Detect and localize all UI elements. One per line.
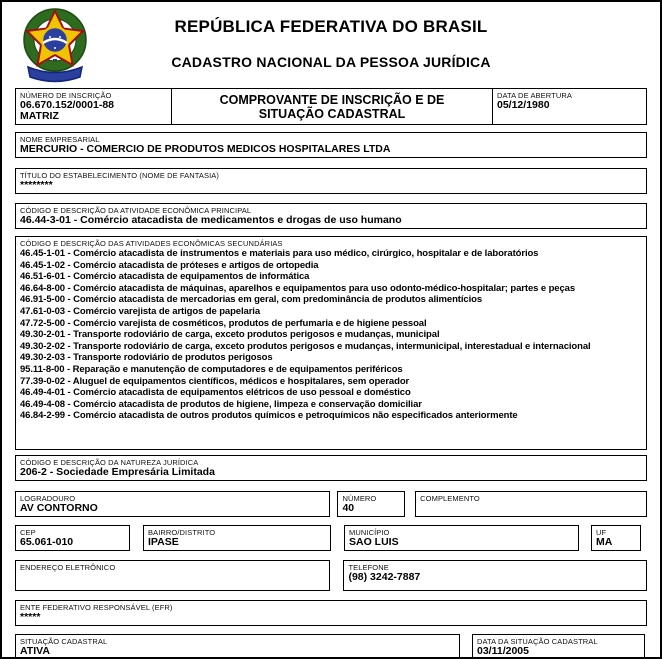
cep-box (15, 525, 130, 551)
atividade-secundaria-item: 46.84-2-99 - Comércio atacadista de outros produtos químicos e petroquímicos não especificados anteriormente (20, 410, 518, 422)
brazil-coat-of-arms-icon (14, 7, 96, 83)
nome-empresarial-label: NOME EMPRESARIAL (20, 135, 100, 144)
atividade-secundaria-item: 47.72-5-00 - Comércio varejista de cosméticos, produtos de perfumaria e de higiene pessoal (20, 317, 427, 329)
titulo-estabelecimento-label: TÍTULO DO ESTABELECIMENTO (NOME DE FANTASIA) (20, 171, 220, 180)
cep-label: CEP (20, 528, 36, 537)
data-abertura-value: 05/12/1980 (497, 99, 550, 111)
uf-label: UF (596, 528, 607, 537)
telefone-value: (98) 3242-7887 (348, 571, 421, 583)
endereco-eletronico-box (15, 560, 330, 591)
endereco-eletronico-label: ENDEREÇO ELETRÔNICO (20, 563, 116, 572)
document-header (2, 2, 660, 88)
document-title-box (171, 89, 493, 124)
atividades-secundarias-box (15, 236, 647, 450)
titulo-estabelecimento-value: ******** (20, 179, 53, 191)
bairro-box (143, 525, 331, 551)
numero-value: 40 (342, 502, 355, 514)
address-row-2 (15, 525, 647, 551)
natureza-juridica-label: CÓDIGO E DESCRIÇÃO DA NATUREZA JURÍDICA (20, 458, 199, 467)
natureza-juridica-box (15, 455, 647, 481)
titulo-estabelecimento-box (15, 168, 647, 194)
telefone-label: TELEFONE (348, 563, 389, 572)
atividade-secundaria-item: 77.39-0-02 - Aluguel de equipamentos científicos, médicos e hospitalares, sem operador (20, 375, 410, 387)
atividades-secundarias-label: CÓDIGO E DESCRIÇÃO DAS ATIVIDADES ECONÔMICAS SECUNDÁRIAS (20, 239, 283, 248)
uf-value: MA (596, 536, 613, 548)
numero-label: NÚMERO (342, 494, 377, 503)
atividade-principal-box (15, 203, 647, 229)
logradouro-label: LOGRADOURO (20, 494, 76, 503)
atividade-secundaria-item: 46.49-4-08 - Comércio atacadista de produtos de higiene, limpeza e conservação domiciliar (20, 398, 422, 410)
nome-empresarial-box (15, 132, 647, 158)
complemento-value (420, 503, 642, 514)
registry-title: CADASTRO NACIONAL DA PESSOA JURÍDICA (171, 54, 491, 70)
numero-inscricao-label: NÚMERO DE INSCRIÇÃO (20, 91, 112, 100)
data-situacao-value: 03/11/2005 (477, 645, 529, 657)
numero-box (337, 491, 405, 517)
atividade-secundaria-item: 46.45-1-02 - Comércio atacadista de próteses e artigos de ortopedia (20, 259, 319, 271)
matriz-indicator: MATRIZ (20, 110, 59, 122)
contact-row (15, 560, 647, 591)
atividade-principal-value: 46.44-3-01 - Comércio atacadista de medicamentos e drogas de uso humano (20, 214, 402, 226)
title-block (2, 2, 660, 70)
atividades-secundarias-list (20, 248, 642, 422)
situacao-cadastral-label: SITUAÇÃO CADASTRAL (20, 637, 108, 646)
cep-value: 65.061-010 (20, 536, 74, 548)
situacao-cadastral-box (15, 634, 460, 659)
data-situacao-box (472, 634, 645, 659)
ente-federativo-label: ENTE FEDERATIVO RESPONSÁVEL (EFR) (20, 603, 173, 612)
document-title: COMPROVANTE DE INSCRIÇÃO E DE SITUAÇÃO CADASTRAL (219, 92, 445, 121)
complemento-box (415, 491, 647, 517)
atividade-secundaria-item: 46.64-8-00 - Comércio atacadista de máquinas, aparelhos e equipamentos para uso odonto-médico-hospitalar; partes e peças (20, 282, 576, 294)
data-abertura-box (493, 89, 646, 124)
atividade-secundaria-item: 46.91-5-00 - Comércio atacadista de mercadorias em geral, com predominância de produtos alimentícios (20, 294, 482, 306)
nome-empresarial-value: MERCURIO - COMERCIO DE PRODUTOS MEDICOS HOSPITALARES LTDA (20, 143, 391, 155)
identification-row (15, 88, 647, 125)
situacao-cadastral-value: ATIVA (20, 645, 50, 657)
endereco-eletronico-value (20, 572, 325, 583)
republic-title: REPÚBLICA FEDERATIVA DO BRASIL (174, 17, 488, 36)
logradouro-value: AV CONTORNO (20, 502, 98, 514)
numero-inscricao-value: 06.670.152/0001-88 (20, 99, 115, 111)
atividade-secundaria-item: 95.11-8-00 - Reparação e manutenção de computadores e de equipamentos periféricos (20, 363, 403, 375)
uf-box (591, 525, 641, 551)
logradouro-box (15, 491, 330, 517)
data-abertura-label: DATA DE ABERTURA (497, 91, 572, 100)
municipio-box (344, 525, 579, 551)
telefone-box (343, 560, 647, 591)
atividade-secundaria-item: 49.30-2-03 - Transporte rodoviário de produtos perigosos (20, 352, 273, 364)
address-row-1 (15, 491, 647, 517)
atividade-secundaria-item: 47.61-0-03 - Comércio varejista de artigos de papelaria (20, 305, 261, 317)
numero-inscricao-box (16, 89, 171, 124)
complemento-label: COMPLEMENTO (420, 494, 480, 503)
atividade-principal-label: CÓDIGO E DESCRIÇÃO DA ATIVIDADE ECONÔMICA PRINCIPAL (20, 206, 252, 215)
atividade-secundaria-item: 49.30-2-01 - Transporte rodoviário de carga, exceto produtos perigosos e mudanças, municipal (20, 329, 440, 341)
data-situacao-label: DATA DA SITUAÇÃO CADASTRAL (477, 637, 598, 646)
bairro-value: IPASE (148, 536, 179, 548)
ente-federativo-value: ***** (20, 611, 41, 623)
atividade-secundaria-item: 46.51-6-01 - Comércio atacadista de equipamentos de informática (20, 271, 310, 283)
bairro-label: BAIRRO/DISTRITO (148, 528, 216, 537)
municipio-value: SAO LUIS (349, 536, 399, 548)
situacao-row (15, 634, 647, 659)
document-body (2, 88, 660, 659)
municipio-label: MUNICÍPIO (349, 528, 390, 537)
atividade-secundaria-item: 46.49-4-01 - Comércio atacadista de equipamentos elétricos de uso pessoal e doméstico (20, 387, 411, 399)
ente-federativo-box (15, 600, 647, 626)
atividade-secundaria-item: 46.45-1-01 - Comércio atacadista de instrumentos e materiais para uso médico, cirúrgico, hospitalar e de laboratórios (20, 248, 539, 259)
atividade-secundaria-item: 49.30-2-02 - Transporte rodoviário de carga, exceto produtos perigosos e mudanças, intermunicipal, interestadual e internacional (20, 340, 591, 352)
natureza-juridica-value: 206-2 - Sociedade Empresária Limitada (20, 466, 215, 478)
